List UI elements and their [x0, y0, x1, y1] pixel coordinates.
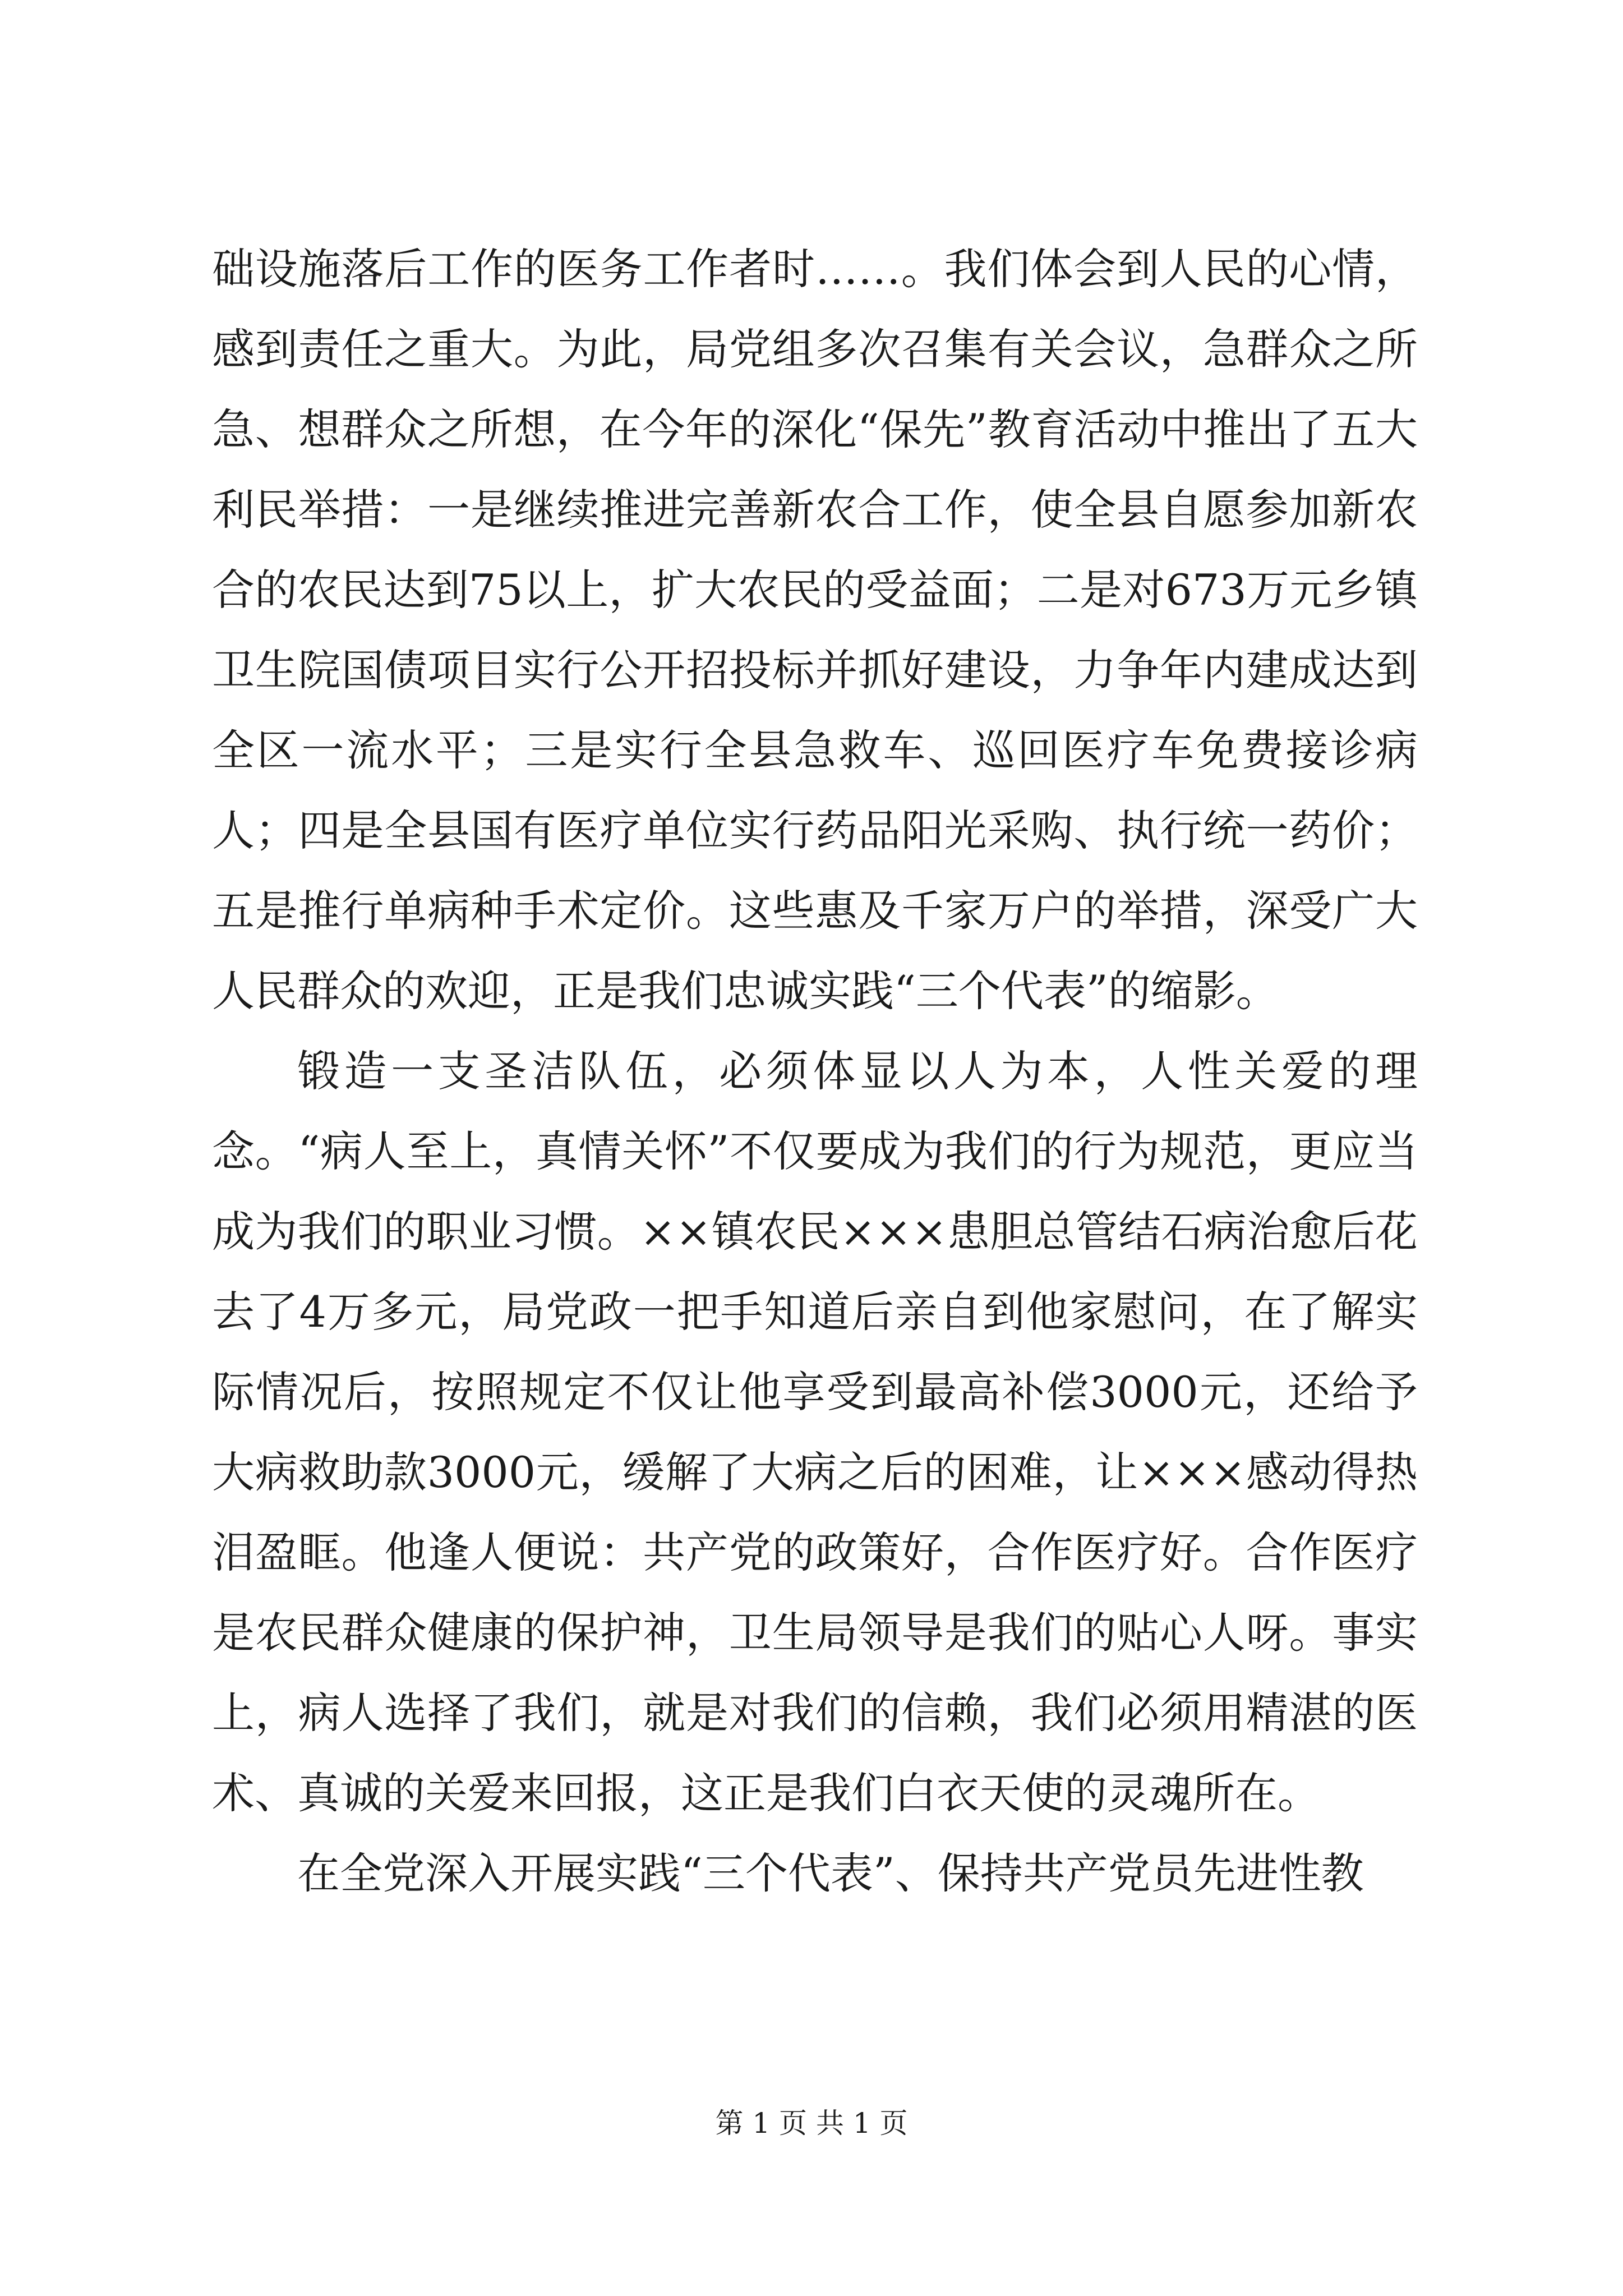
document-body	[212, 229, 1418, 1913]
paragraph: 在全党深入开展实践“三个代表”、保持共产党员先进性教	[297, 1848, 1364, 1898]
page-footer: 第 1 页 共 1 页	[715, 2107, 908, 2139]
paragraph: 锻造一支圣洁队伍，必须体显以人为本，人性关爱的理念。“病人至上，真情关怀”不仅要成为我们的行为规范，更应当成为我们的职业习惯。××镇农民×××患胆总管结石病治愈后花去了4万多元，局党政一把手知道后亲自到他家慰问，在了解实际情况后，按照规定不仅让他享受到最高补偿3000元，还给予大病救助款3000元，缓解了大病之后的困难，让×××感动得热泪盈眶。他逢人便说：共产党的政策好，合作医疗好。合作医疗是农民群众健康的保护神，卫生局领导是我们的贴心人呀。事实上，病人选择了我们，就是对我们的信赖，我们必须用精湛的医术、真诚的关爱来回报，这正是我们白衣天使的灵魂所在。	[212, 1046, 1418, 1818]
paragraph-continuation: 础设施落后工作的医务工作者时……。我们体会到人民的心情，感到责任之重大。为此，局党组多次召集有关会议，急群众之所急、想群众之所想，在今年的深化“保先”教育活动中推出了五大利民举措：一是继续推进完善新农合工作，使全县自愿参加新农合的农民达到75以上，扩大农民的受益面；二是对673万元乡镇卫生院国债项目实行公开招投标并抓好建设，力争年内建成达到全区一流水平；三是实行全县急救车、巡回医疗车免费接诊病人；四是全县国有医疗单位实行药品阳光采购、执行统一药价；五是推行单病种手术定价。这些惠及千家万户的举措，深受广大人民群众的欢迎，正是我们忠诚实践“三个代表”的缩影。	[212, 244, 1418, 1016]
